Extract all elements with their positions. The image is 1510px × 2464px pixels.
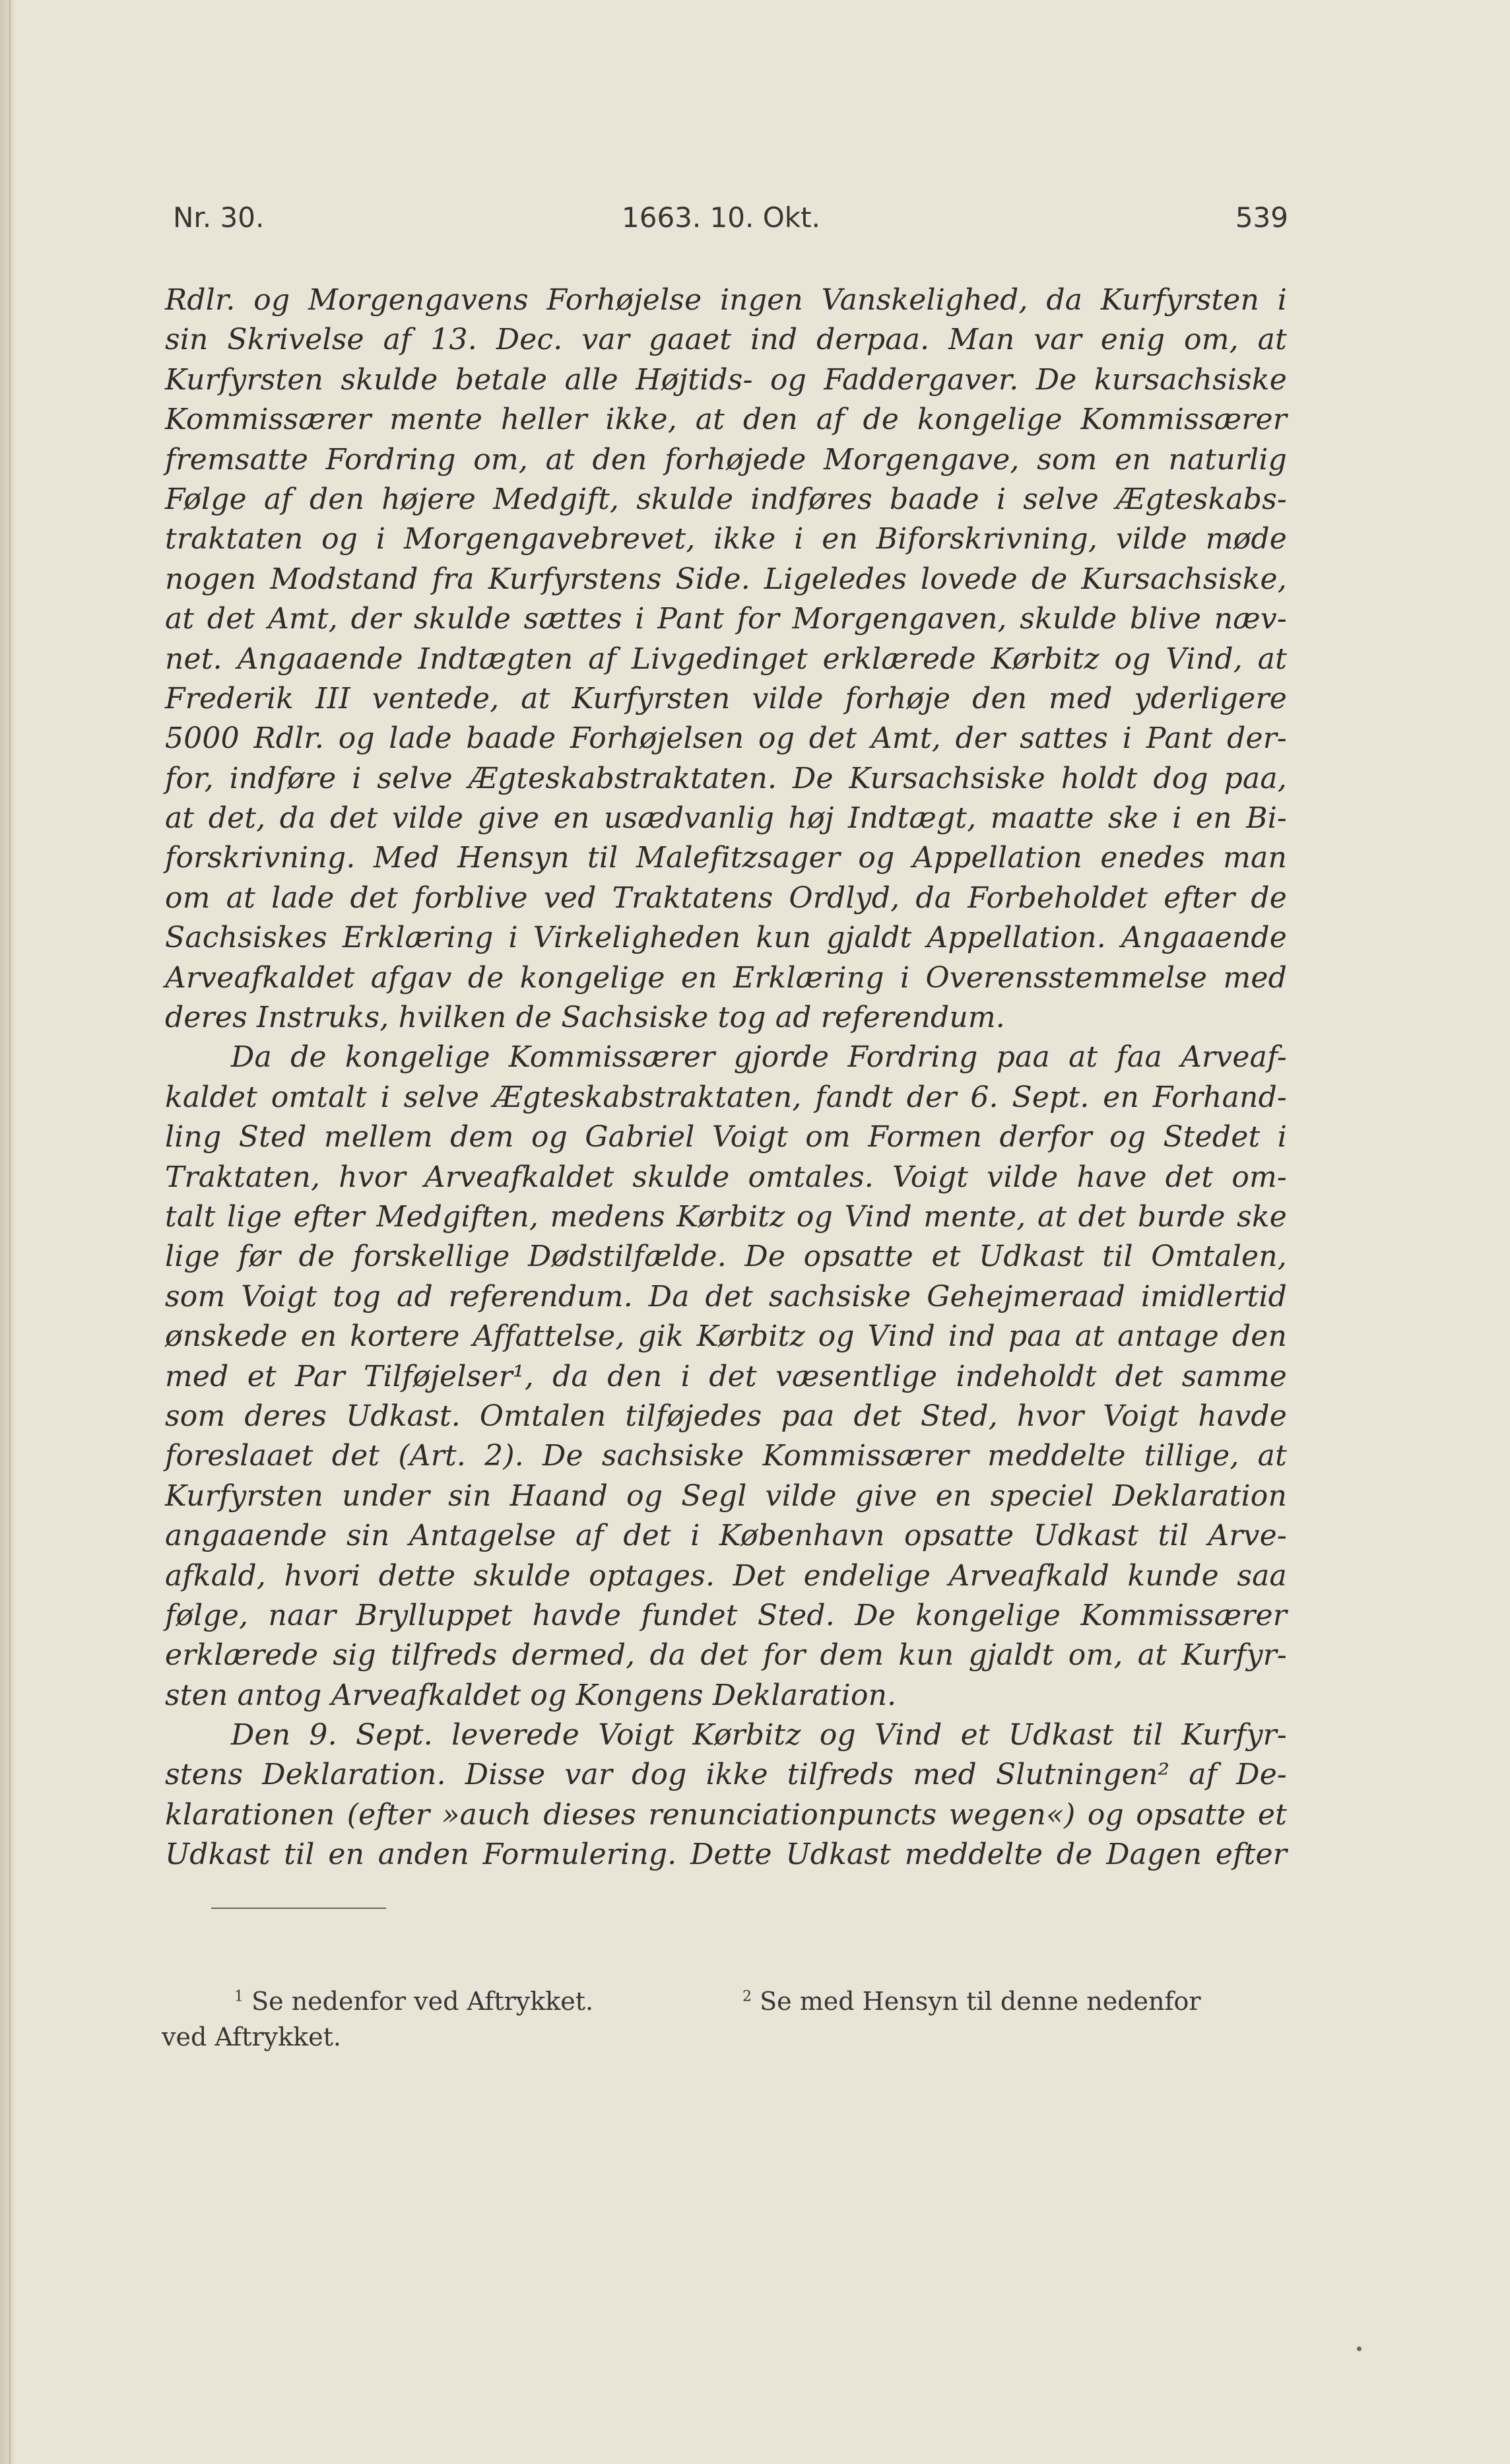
text-line: at det, da det vilde give en usædvanlig høj Indtægt, maatte ske i en Bi- xyxy=(165,801,1287,836)
text-line: om at lade det forblive ved Traktatens Ordlyd, da Forbeholdet efter de xyxy=(165,881,1287,915)
text-line: nogen Modstand fra Kurfyrstens Side. Ligeledes lovede de Kursachsiske, xyxy=(165,562,1287,596)
page-spine-shadow xyxy=(0,0,17,2464)
text-line: som Voigt tog ad referendum. Da det sachsiske Gehejmeraad imidlertid xyxy=(165,1279,1287,1314)
text-line: med et Par Tilføjelser¹, da den i det væsentlige indeholdt det samme xyxy=(165,1359,1287,1393)
page-binding-line xyxy=(9,0,11,2464)
footnote-2 xyxy=(742,1987,1201,2016)
text-line: Kurfyrsten skulde betale alle Højtids- og Faddergaver. De kursachsiske xyxy=(165,362,1287,397)
text-line: deres Instruks, hvilken de Sachsiske tog ad referendum. xyxy=(165,1001,1005,1035)
text-line: forskrivning. Med Hensyn til Malefitzsager og Appellation enedes man xyxy=(165,841,1287,875)
text-line: sin Skrivelse af 13. Dec. var gaaet ind derpaa. Man var enig om, at xyxy=(165,323,1287,357)
paragraph-start-line: Den 9. Sept. leverede Voigt Kørbitz og Vind et Udkast til Kurfyr- xyxy=(231,1718,1287,1752)
text-line: afkald, hvori dette skulde optages. Det endelige Arveafkald kunde saa xyxy=(165,1558,1287,1593)
page-number: 539 xyxy=(1235,201,1288,234)
footnotes xyxy=(162,1987,1290,2051)
body-text xyxy=(165,281,1287,1875)
text-line: Rdlr. og Morgengavens Forhøjelse ingen Vanskelighed, da Kurfyrsten i xyxy=(165,283,1287,317)
text-line: Følge af den højere Medgift, skulde indføres baade i selve Ægteskabs- xyxy=(165,482,1287,516)
text-line: traktaten og i Morgengavebrevet, ikke i en Biforskrivning, vilde møde xyxy=(165,522,1287,556)
running-header xyxy=(173,201,1288,241)
page-speck xyxy=(1357,2347,1362,2351)
text-line: 5000 Rdlr. og lade baade Forhøjelsen og det Amt, der sattes i Pant der- xyxy=(165,721,1287,756)
text-line: klarationen (efter »auch dieses renunciationpuncts wegen«) og opsatte et xyxy=(165,1797,1287,1832)
text-line: sten antog Arveafkaldet og Kongens Deklaration. xyxy=(165,1678,897,1712)
text-line: Kurfyrsten under sin Haand og Segl vilde give en speciel Deklaration xyxy=(165,1479,1287,1513)
footnote-divider xyxy=(211,1908,386,1909)
footnote-2-text: Se med Hensyn til denne nedenfor xyxy=(760,1987,1201,2016)
text-line: lige før de forskellige Dødstilfælde. De opsatte et Udkast til Omtalen, xyxy=(165,1240,1287,1274)
header-date: 1663. 10. Okt. xyxy=(622,201,820,234)
text-line: Kommissærer mente heller ikke, at den af de kongelige Kommissærer xyxy=(165,403,1287,437)
text-line: Sachsiskes Erklæring i Virkeligheden kun gjaldt Appellation. Angaaende xyxy=(165,921,1287,955)
text-line: stens Deklaration. Disse var dog ikke tilfreds med Slutningen² af De- xyxy=(165,1758,1287,1792)
text-line: for, indføre i selve Ægteskabstraktaten. De Kursachsiske holdt dog paa, xyxy=(165,761,1287,795)
text-line: angaaende sin Antagelse af det i København opsatte Udkast til Arve- xyxy=(165,1519,1287,1553)
footnote-2-continuation: ved Aftrykket. xyxy=(162,2022,341,2051)
text-line: følge, naar Brylluppet havde fundet Sted. De kongelige Kommissærer xyxy=(165,1598,1287,1632)
text-line: fremsatte Fordring om, at den forhøjede Morgengave, som en naturlig xyxy=(165,442,1287,477)
text-line: Arveafkaldet afgav de kongelige en Erklæring i Overensstemmelse med xyxy=(165,960,1287,995)
document-number: Nr. 30. xyxy=(173,201,265,234)
text-line: at det Amt, der skulde sættes i Pant for Morgengaven, skulde blive næv- xyxy=(165,602,1287,636)
paragraph-start-line: Da de kongelige Kommissærer gjorde Fordring paa at faa Arveaf- xyxy=(231,1040,1287,1075)
footnote-2-marker: 2 xyxy=(742,1988,752,2005)
text-line: ling Sted mellem dem og Gabriel Voigt om Formen derfor og Stedet i xyxy=(165,1120,1287,1154)
footnote-1 xyxy=(234,1987,593,2016)
text-line: talt lige efter Medgiften, medens Kørbitz og Vind mente, at det burde ske xyxy=(165,1199,1287,1234)
text-line: Frederik III ventede, at Kurfyrsten vilde forhøje den med yderligere xyxy=(165,681,1287,716)
text-line: som deres Udkast. Omtalen tilføjedes paa det Sted, hvor Voigt havde xyxy=(165,1399,1287,1433)
text-line: net. Angaaende Indtægten af Livgedinget erklærede Kørbitz og Vind, at xyxy=(165,642,1287,676)
text-line: Traktaten, hvor Arveafkaldet skulde omtales. Voigt vilde have det om- xyxy=(165,1160,1287,1194)
footnote-1-marker: 1 xyxy=(234,1988,244,2005)
text-line: foreslaaet det (Art. 2). De sachsiske Kommissærer meddelte tillige, at xyxy=(165,1439,1287,1473)
text-line: ønskede en kortere Affattelse, gik Kørbitz og Vind ind paa at antage den xyxy=(165,1319,1287,1354)
footnote-1-text: Se nedenfor ved Aftrykket. xyxy=(251,1987,594,2016)
text-line: erklærede sig tilfreds dermed, da det for dem kun gjaldt om, at Kurfyr- xyxy=(165,1638,1287,1673)
text-line: kaldet omtalt i selve Ægteskabstraktaten, fandt der 6. Sept. en Forhand- xyxy=(165,1080,1287,1114)
text-line: Udkast til en anden Formulering. Dette Udkast meddelte de Dagen efter xyxy=(165,1838,1287,1872)
